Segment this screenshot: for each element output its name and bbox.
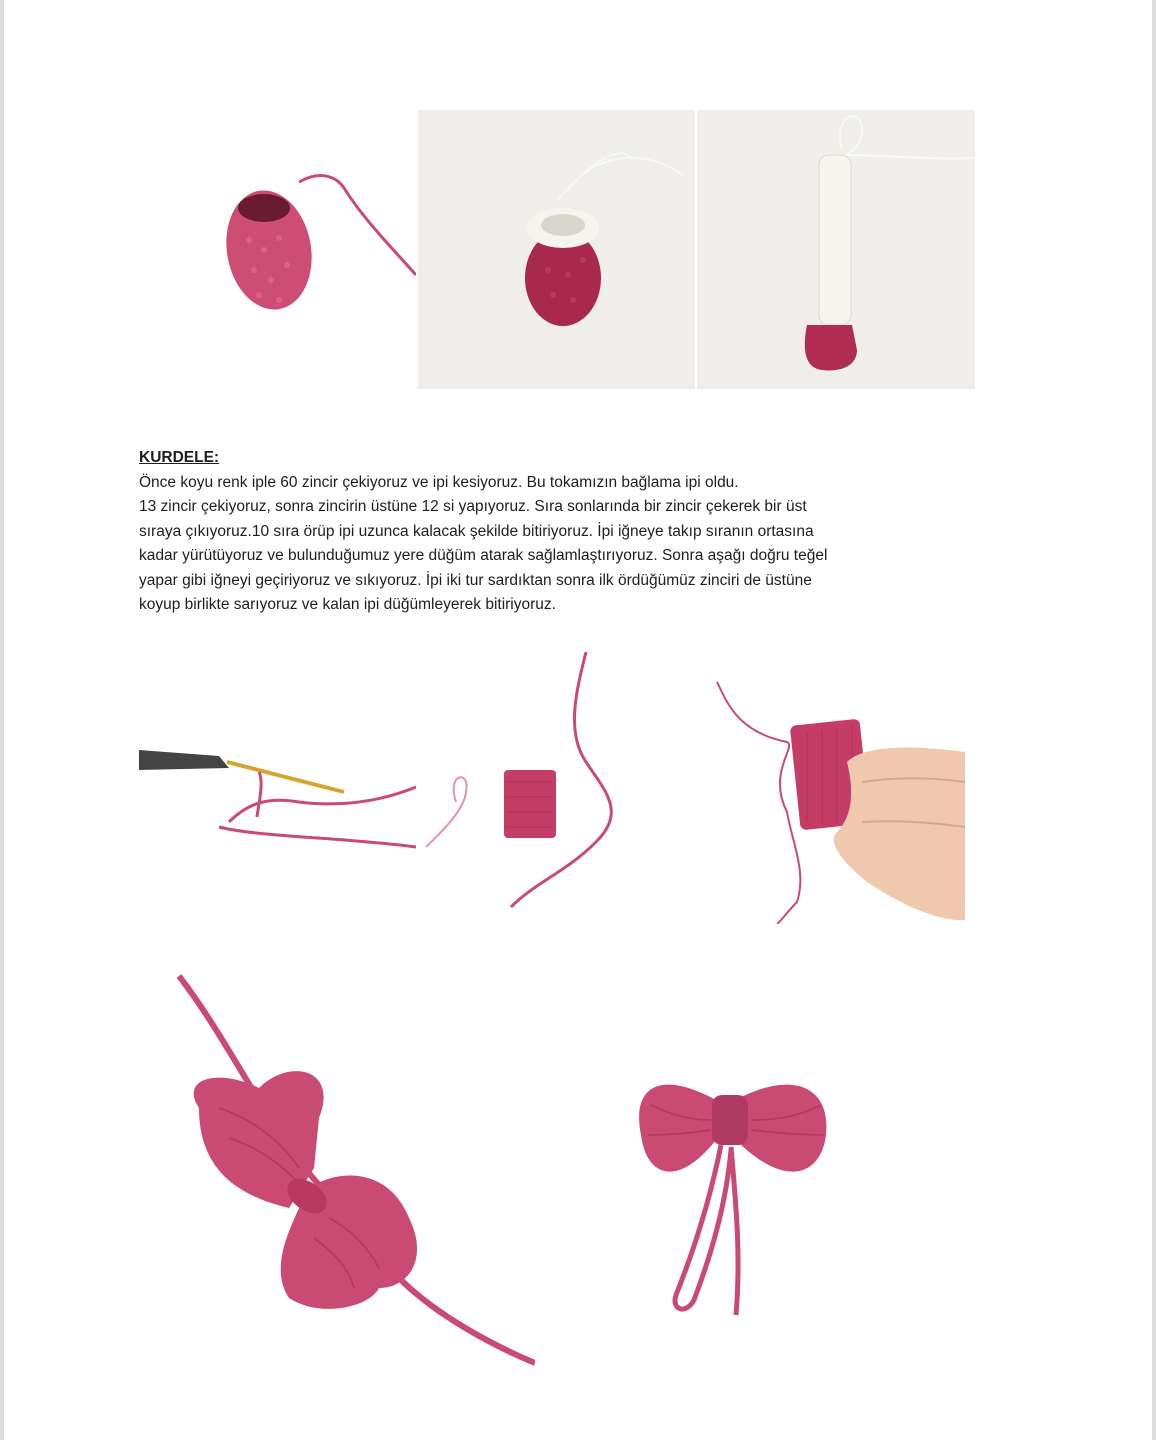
section-heading: KURDELE:	[139, 449, 220, 466]
photo-long-leg	[697, 110, 975, 389]
instruction-line: Önce koyu renk iple 60 zincir çekiyoruz ve ipi kesiyoruz. Bu tokamızın bağlama ipi oldu.	[139, 473, 739, 491]
photo-finished-bow	[536, 975, 934, 1370]
instruction-line: sıraya çıkıyoruz.10 sıra örüp ipi uzunca kalacak şekilde bitiriyoruz. İpi iğneye takıp sıranın ortasına	[139, 522, 814, 540]
instruction-line: kadar yürütüyoruz ve bulunduğumuz yere düğüm atarak sağlamlaştırıyoruz. Sonra aşağı doğru teğel	[139, 547, 828, 564]
page-border-left	[0, 0, 4, 1440]
photo-pink-rectangle	[416, 652, 696, 924]
photo-hand-holding-swatch	[697, 652, 965, 924]
instruction-line: yapar gibi iğneyi geçiriyoruz ve sıkıyoruz. İpi iki tur sardıktan sonra ilk ördüğümüz zinciri de üstüne	[139, 571, 812, 589]
photo-pink-foot-cup	[139, 110, 416, 389]
instructions-text	[139, 446, 1019, 618]
photo-foot-white-rows	[418, 110, 695, 389]
photo-bow-closeup	[139, 968, 535, 1370]
page-border-right	[1152, 0, 1156, 1440]
instruction-line: koyup birlikte sarıyoruz ve kalan ipi düğümleyerek bitiriyoruz.	[139, 596, 556, 613]
photo-crochet-hook-chain	[139, 652, 416, 924]
instruction-line: 13 zincir çekiyoruz, sonra zincirin üstüne 12 si yapıyoruz. Sıra sonlarında bir zincir çekerek bir üst	[139, 498, 807, 515]
